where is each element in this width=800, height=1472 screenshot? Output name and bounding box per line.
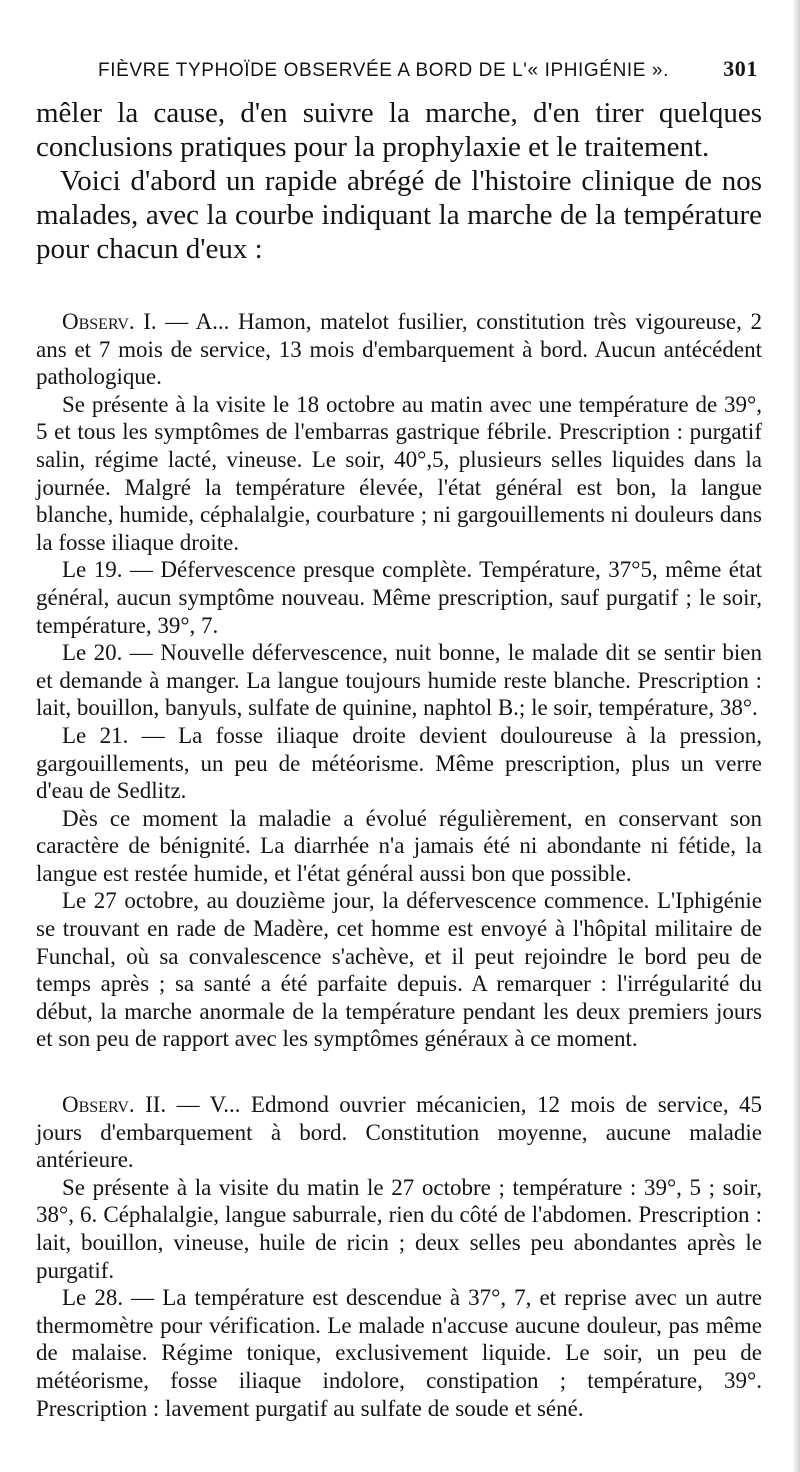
observation-2-paragraph: Le 28. — La température est descendue à 37°, 7, et reprise avec un autre thermomètre pour vérification. Le malade n'accuse aucune douleur, pas même de malaise. Régime tonique, exclusivement liquide. Le soir, un peu de météorisme, fosse iliaque indolore, constipation ; température, 39°. Prescription : lavement purgatif au sulfate de soude et séné. bbox=[36, 1285, 762, 1421]
observation-2-header bbox=[36, 1091, 762, 1174]
running-head-title: FIÈVRE TYPHOÏDE OBSERVÉE A BORD DE L'« IPHIGÉNIE ». bbox=[98, 60, 669, 81]
observation-1-header bbox=[36, 308, 762, 391]
observation-1-header-text: — A... Hamon, matelot fusilier, constitution très vigoureuse, 2 ans et 7 mois de service, 13 mois d'embarquement à bord. Aucun antécédent pathologique. bbox=[36, 309, 762, 390]
observation-1-paragraph: Le 21. — La fosse iliaque droite devient douloureuse à la pression, gargouillements, un peu de météorisme. Même prescription, plus un verre d'eau de Sedlitz. bbox=[36, 722, 762, 804]
intro-text bbox=[36, 96, 762, 266]
observation-1-paragraph: Le 19. — Défervescence presque complète. Température, 37°5, même état général, aucun symptôme nouveau. Même prescription, sauf purgatif ; le soir, température, 39°, 7. bbox=[36, 557, 762, 638]
observation-1 bbox=[36, 308, 762, 1053]
observation-1-label: Observ. I. bbox=[62, 309, 157, 334]
intro-paragraph-2: Voici d'abord un rapide abrégé de l'histoire clinique de nos malades, avec la courbe indiquant la marche de la température pour chacun d'eux : bbox=[36, 165, 762, 265]
observation-2-header-text: — V... Edmond ouvrier mécanicien, 12 mois de service, 45 jours d'embarquement à bord. Constitution moyenne, aucune maladie antérieure. bbox=[36, 1092, 762, 1173]
observation-1-paragraph: Se présente à la visite le 18 octobre au matin avec une température de 39°, 5 et tous les symptômes de l'embarras gastrique fébrile. Prescription : purgatif salin, régime lacté, vineuse. Le soir, 40°,5, plusieurs selles liquides dans la journée. Malgré la température élevée, l'état général est bon, la langue blanche, humide, céphalalgie, courbature ; ni gargouillements ni douleurs dans la fosse iliaque droite. bbox=[36, 391, 762, 555]
intro-paragraph-1: mêler la cause, d'en suivre la marche, d'en tirer quelques conclusions pratiques pour la prophylaxie et le traitement. bbox=[36, 97, 762, 163]
observation-1-paragraph: Le 20. — Nouvelle défervescence, nuit bonne, le malade dit se sentir bien et demande à manger. La langue toujours humide reste blanche. Prescription : lait, bouillon, banyuls, sulfate de quinine, naphtol B.; le soir, température, 38°. bbox=[36, 640, 762, 721]
observation-1-paragraph: Dès ce moment la maladie a évolué régulièrement, en conservant son caractère de bénignité. La diarrhée n'a jamais été ni abondante ni fétide, la langue est restée humide, et l'état général aussi bon que possible. bbox=[36, 805, 762, 886]
observation-1-paragraph: Le 27 octobre, au douzième jour, la défervescence commence. L'Iphigénie se trouvant en rade de Madère, cet homme est envoyé à l'hôpital militaire de Funchal, où sa convalescence s'achève, et il peut rejoindre le bord peu de temps après ; sa santé a été parfaite depuis. A remarquer : l'irrégularité du début, la marche anormale de la température pendant les deux premiers jours et son peu de rapport avec les symptômes généraux à ce moment. bbox=[36, 888, 762, 1052]
observation-2-label: Observ. II. bbox=[62, 1092, 167, 1118]
page-edge-shadow bbox=[792, 0, 800, 1472]
running-head bbox=[36, 56, 762, 82]
page-number: 301 bbox=[723, 56, 758, 81]
observation-2-paragraph: Se présente à la visite du matin le 27 octobre ; température : 39°, 5 ; soir, 38°, 6. Céphalalgie, langue saburrale, rien du côté de l'abdomen. Prescription : lait, bouillon, vineuse, huile de ricin ; deux selles peu abondantes après le purgatif. bbox=[36, 1174, 762, 1283]
observation-2 bbox=[36, 1091, 762, 1422]
